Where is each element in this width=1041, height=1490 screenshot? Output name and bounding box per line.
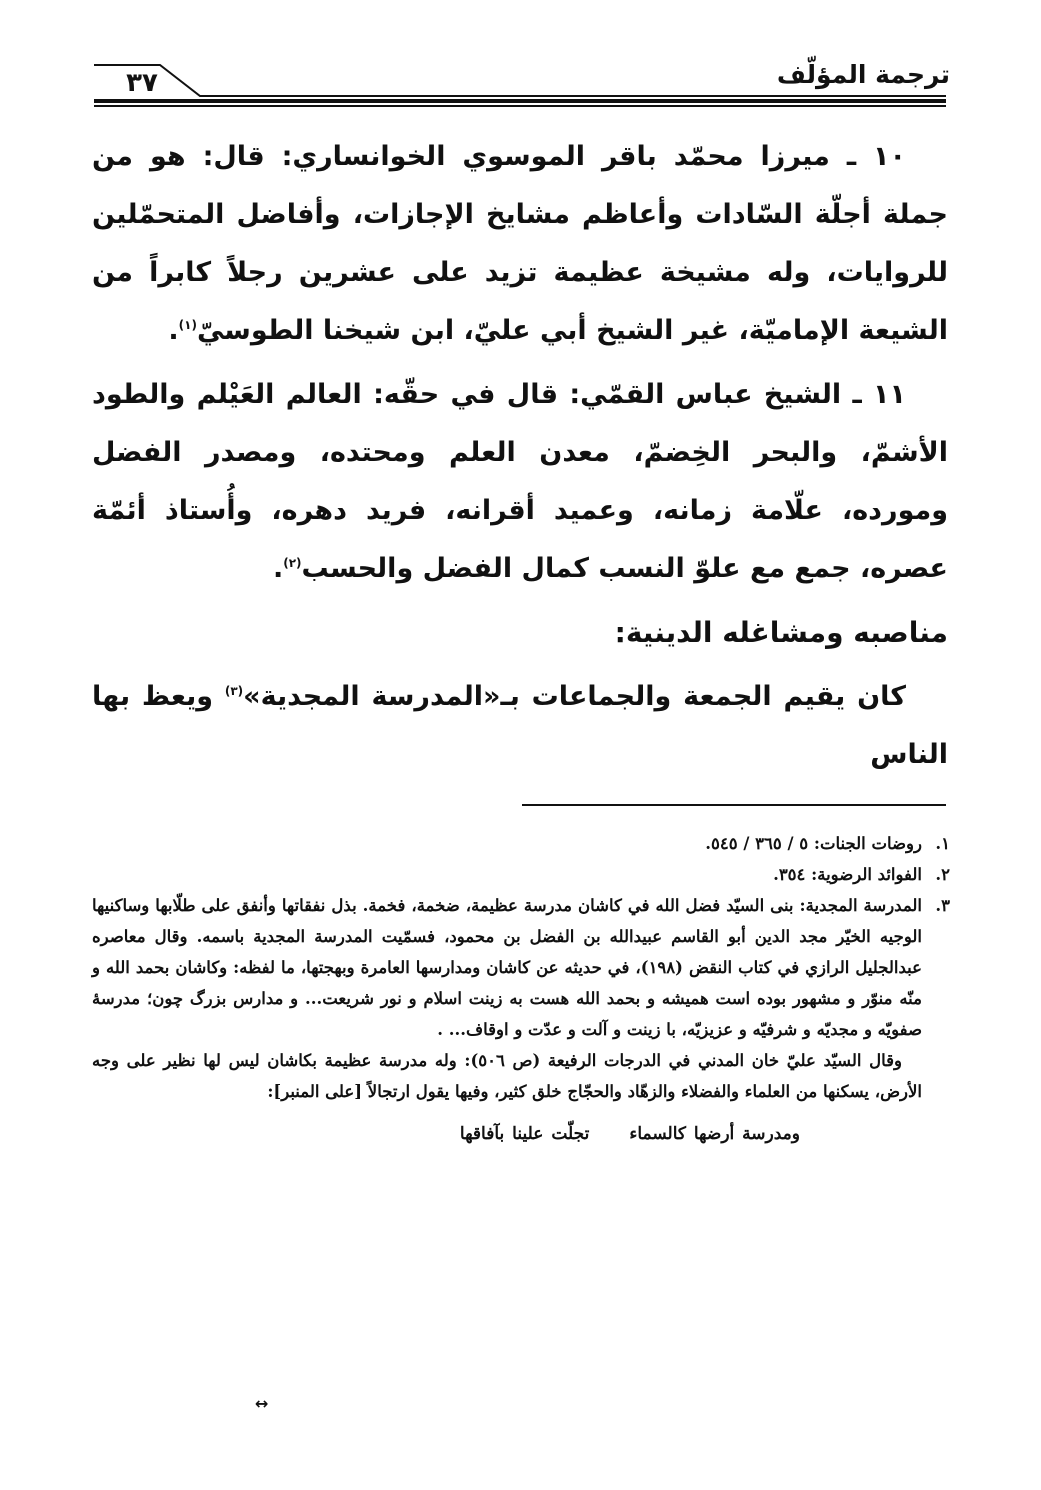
footnote-2-text: الفوائد الرضوية: ٣٥٤. [773,865,922,884]
footnote-3-number: ٣. [935,896,950,915]
paragraph-11 [92,366,948,598]
main-text [92,128,948,790]
paragraph-12 [92,668,948,784]
footnote-3-continuation: وقال السيّد عليّ خان المدني في الدرجات الرفيعة (ص ٥٠٦): وله مدرسة عظيمة بكاشان ليس لها نظير على وجه الأرض، يسكنها من العلماء والفضلاء والزهّاد والحجّاج خلق كثير، وفيها يقول ارتجالاً [على المنبر]: [92,1051,922,1101]
verse-first-hemistich: ومدرسة أرضها كالسماء [629,1124,800,1144]
paragraph-12-end: ويعظ بها الناس [92,681,948,770]
footnote-1-number: ١. [935,834,950,853]
running-title: ترجمة المؤلّف [776,60,950,89]
paragraph-12-text: كان يقيم الجمعة والجماعات بـ«المدرسة المجدية» [243,681,906,712]
footnote-2-number: ٢. [935,865,950,884]
footnote-2 [92,859,950,890]
page-header [90,40,950,110]
footnotes [92,828,950,1150]
paragraph-11-end: . [272,553,284,584]
verse-second-hemistich: تجلّت علينا بآفاقها [459,1124,590,1144]
footnote-separator [522,804,946,806]
footnote-1 [92,828,950,859]
paragraph-10 [92,128,948,360]
footnote-3-text: المدرسة المجدية: بنى السيّد فضل الله في كاشان مدرسة عظيمة، ضخمة، فخمة. بذل نفقاتها وأنفق على طلّابها وساكنيها الوجيه الخيّر مجد الدين أبو القاسم عبيدالله بن الفضل بن محمود، فسمّيت المدرسة المجدية باسمه. وقال معاصره عبدالجليل الرازي في كتاب النقض (١٩٨)، في حديثه عن كاشان ومدارسها العامرة وبهجتها، ما لفظه: وكاشان بحمد الله و منّه منوّر و مشهور بوده است هميشه و بحمد الله هست به زينت اسلام و نور شريعت... و مدارس بزرگ چون؛ مدرسهٔ صفويّه و مجديّه و شرفيّه و عزيزيّه، با زينت و آلت و عدّت و اوقاف... . [92,896,923,1039]
paragraph-11-text: ١١ ـ الشيخ عباس القمّي: قال في حقّه: العالم العَيْلم والطود الأشمّ، والبحر الخِضمّ، معدن العلم ومحتده، ومصدر الفضل ومورده، علّامة زمانه، وعميد أقرانه، فريد دهره، وأُستاذ أئمّة عصره، جمع مع علوّ النسب كمال الفضل والحسب [92,379,948,584]
footnote-1-text: روضات الجنات: ٥ / ٣٦٥ / ٥٤٥. [705,834,922,853]
footnote-ref-1: (١) [178,318,197,332]
footnote-3 [92,890,950,1045]
end-ornament: ↔ [255,1394,269,1413]
poem-verse [92,1119,950,1150]
footnote-ref-3: (٣) [224,684,244,698]
paragraph-10-text: ١٠ ـ ميرزا محمّد باقر الموسوي الخوانساري: قال: هو من جملة أجلّة السّادات وأعاظم مشايخ الإجازات، وأفاضل المتحمّلين للروايات، وله مشيخة عظيمة تزيد على عشرين رجلاً كابراً من الشيعة الإماميّة، غير الشيخ أبي عليّ، ابن شيخنا الطوسيّ [92,141,948,346]
paragraph-10-end: . [168,315,179,346]
page-number: ٣٧ [126,68,158,98]
section-heading: مناصبه ومشاغله الدينية: [614,616,948,649]
footnote-ref-2: (٢) [283,556,302,570]
